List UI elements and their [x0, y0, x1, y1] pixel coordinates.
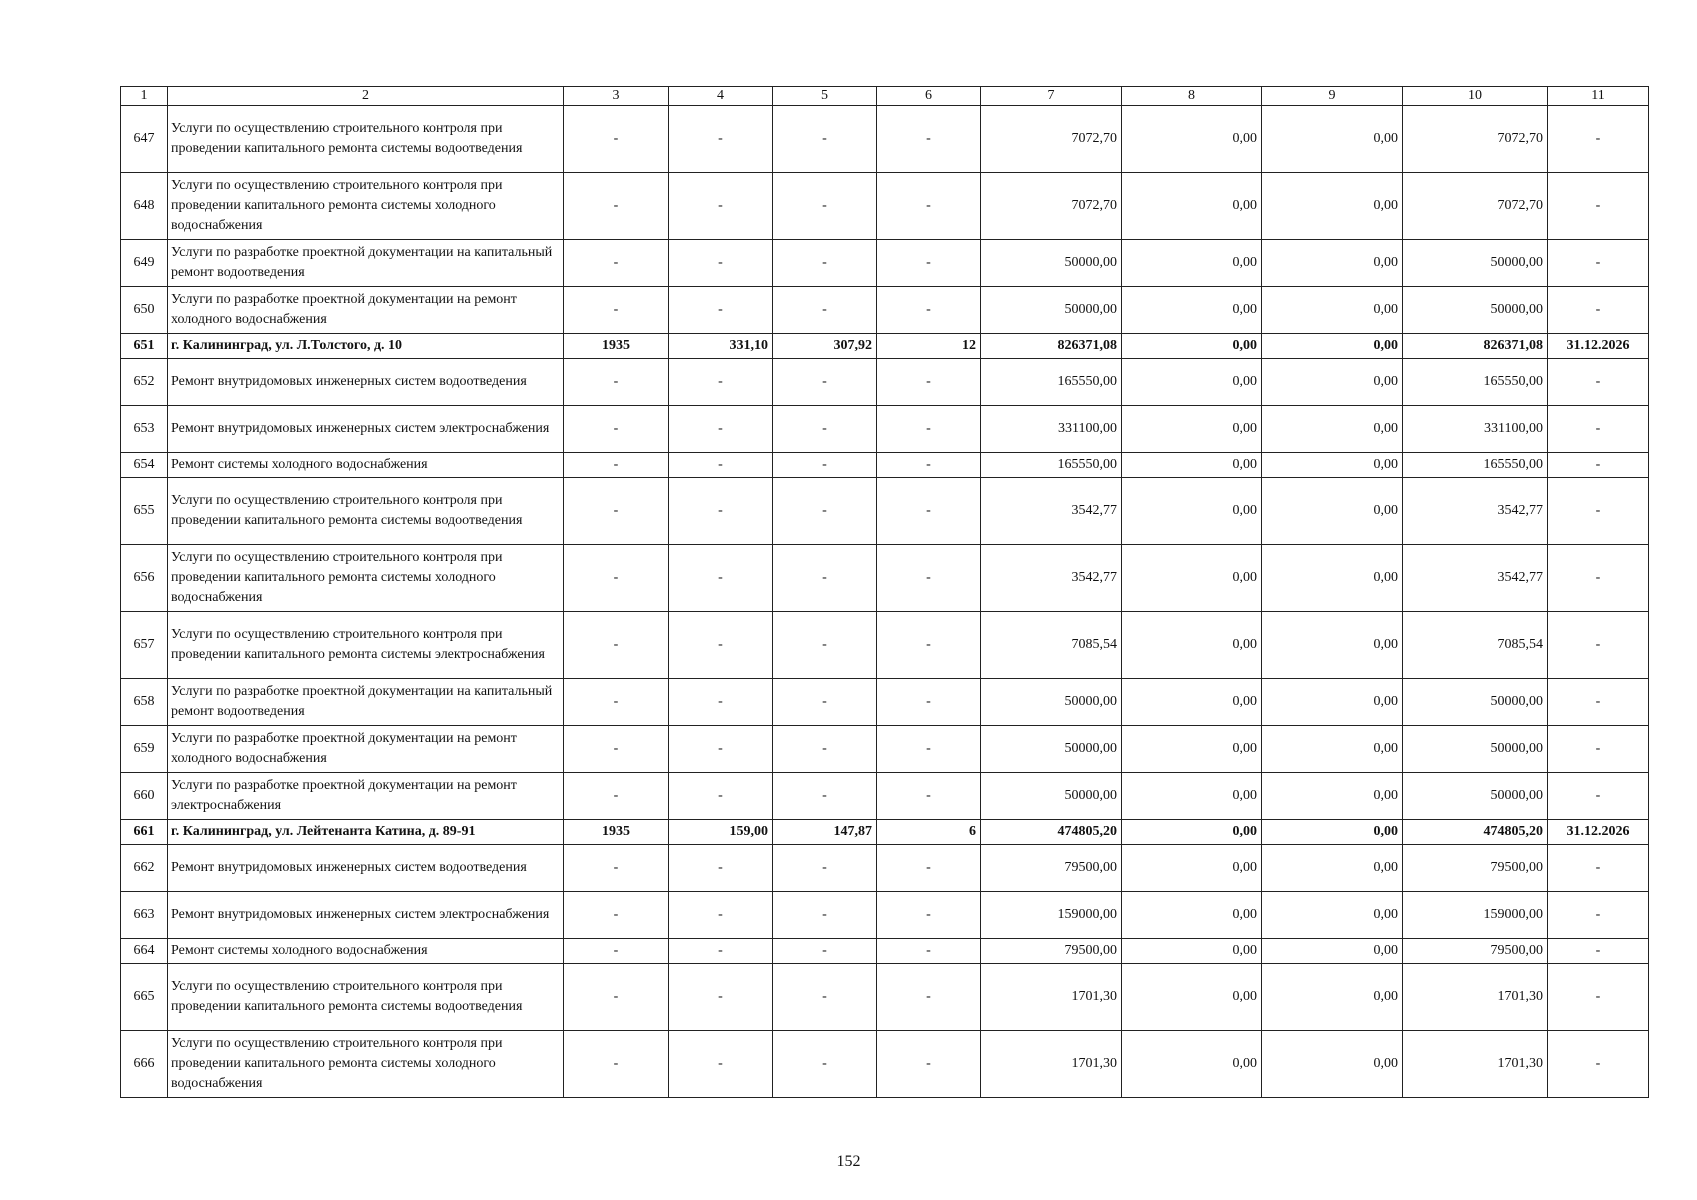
column-11-cell: -	[1548, 1031, 1649, 1098]
column-11-cell: -	[1548, 453, 1649, 478]
column-8-cell: 0,00	[1122, 820, 1262, 845]
column-10-cell: 3542,77	[1403, 478, 1548, 545]
column-3-cell: -	[564, 287, 669, 334]
column-10-cell: 50000,00	[1403, 287, 1548, 334]
column-5-cell: -	[773, 240, 877, 287]
column-10-cell: 826371,08	[1403, 334, 1548, 359]
column-header: 7	[981, 87, 1122, 106]
column-10-cell: 50000,00	[1403, 679, 1548, 726]
column-6-cell: 12	[877, 334, 981, 359]
column-8-cell: 0,00	[1122, 612, 1262, 679]
address-summary-row	[121, 334, 1649, 359]
column-header: 3	[564, 87, 669, 106]
column-3-cell: -	[564, 845, 669, 892]
work-description-cell: г. Калининград, ул. Лейтенанта Катина, д. 89-91	[168, 820, 564, 845]
work-description-cell: Ремонт внутридомовых инженерных систем водоотведения	[168, 359, 564, 406]
column-8-cell: 0,00	[1122, 106, 1262, 173]
column-7-cell: 826371,08	[981, 334, 1122, 359]
row-number-cell: 657	[121, 612, 168, 679]
work-description-cell: Услуги по осуществлению строительного контроля при проведении капитального ремонта системы водоотведения	[168, 964, 564, 1031]
column-4-cell: -	[669, 726, 773, 773]
column-8-cell: 0,00	[1122, 773, 1262, 820]
column-10-cell: 1701,30	[1403, 964, 1548, 1031]
column-6-cell: -	[877, 287, 981, 334]
column-4-cell: -	[669, 545, 773, 612]
column-3-cell: -	[564, 359, 669, 406]
column-5-cell: -	[773, 892, 877, 939]
table-row	[121, 453, 1649, 478]
column-11-cell: -	[1548, 892, 1649, 939]
work-description-cell: Услуги по разработке проектной документации на ремонт электроснабжения	[168, 773, 564, 820]
column-11-cell: -	[1548, 173, 1649, 240]
column-5-cell: -	[773, 1031, 877, 1098]
column-9-cell: 0,00	[1262, 240, 1403, 287]
column-6-cell: -	[877, 773, 981, 820]
column-4-cell: 159,00	[669, 820, 773, 845]
work-description-cell: Услуги по разработке проектной документации на ремонт холодного водоснабжения	[168, 287, 564, 334]
work-description-cell: Ремонт внутридомовых инженерных систем водоотведения	[168, 845, 564, 892]
column-5-cell: -	[773, 453, 877, 478]
column-3-cell: 1935	[564, 820, 669, 845]
column-3-cell: -	[564, 406, 669, 453]
column-7-cell: 50000,00	[981, 726, 1122, 773]
column-10-cell: 50000,00	[1403, 726, 1548, 773]
column-6-cell: -	[877, 453, 981, 478]
column-header: 2	[168, 87, 564, 106]
column-7-cell: 79500,00	[981, 939, 1122, 964]
row-number-cell: 666	[121, 1031, 168, 1098]
column-11-cell: -	[1548, 612, 1649, 679]
column-9-cell: 0,00	[1262, 173, 1403, 240]
work-description-cell: Услуги по осуществлению строительного контроля при проведении капитального ремонта системы водоотведения	[168, 106, 564, 173]
column-9-cell: 0,00	[1262, 453, 1403, 478]
column-3-cell: -	[564, 1031, 669, 1098]
table-row	[121, 845, 1649, 892]
column-4-cell: -	[669, 106, 773, 173]
column-3-cell: -	[564, 240, 669, 287]
column-4-cell: -	[669, 359, 773, 406]
table-row	[121, 106, 1649, 173]
column-4-cell: -	[669, 773, 773, 820]
row-number-cell: 650	[121, 287, 168, 334]
column-6-cell: -	[877, 173, 981, 240]
column-3-cell: -	[564, 173, 669, 240]
table-row	[121, 173, 1649, 240]
column-header: 5	[773, 87, 877, 106]
column-4-cell: -	[669, 939, 773, 964]
table-row	[121, 287, 1649, 334]
column-5-cell: -	[773, 478, 877, 545]
column-header: 10	[1403, 87, 1548, 106]
column-10-cell: 7085,54	[1403, 612, 1548, 679]
column-8-cell: 0,00	[1122, 406, 1262, 453]
column-9-cell: 0,00	[1262, 892, 1403, 939]
page-number: 152	[836, 1153, 861, 1170]
column-10-cell: 50000,00	[1403, 773, 1548, 820]
work-description-cell: Услуги по разработке проектной документации на ремонт холодного водоснабжения	[168, 726, 564, 773]
column-6-cell: -	[877, 406, 981, 453]
column-9-cell: 0,00	[1262, 964, 1403, 1031]
column-9-cell: 0,00	[1262, 106, 1403, 173]
column-7-cell: 474805,20	[981, 820, 1122, 845]
column-11-cell: -	[1548, 545, 1649, 612]
column-10-cell: 3542,77	[1403, 545, 1548, 612]
column-9-cell: 0,00	[1262, 334, 1403, 359]
table-row	[121, 545, 1649, 612]
row-number-cell: 662	[121, 845, 168, 892]
column-5-cell: -	[773, 773, 877, 820]
row-number-cell: 656	[121, 545, 168, 612]
column-6-cell: 6	[877, 820, 981, 845]
column-11-cell: -	[1548, 406, 1649, 453]
work-description-cell: Ремонт системы холодного водоснабжения	[168, 453, 564, 478]
table-row	[121, 478, 1649, 545]
column-6-cell: -	[877, 964, 981, 1031]
column-10-cell: 331100,00	[1403, 406, 1548, 453]
column-7-cell: 1701,30	[981, 964, 1122, 1031]
column-7-cell: 7072,70	[981, 106, 1122, 173]
column-6-cell: -	[877, 106, 981, 173]
column-4-cell: -	[669, 1031, 773, 1098]
column-header: 4	[669, 87, 773, 106]
column-11-cell: -	[1548, 679, 1649, 726]
column-7-cell: 165550,00	[981, 359, 1122, 406]
column-11-cell: -	[1548, 478, 1649, 545]
column-9-cell: 0,00	[1262, 359, 1403, 406]
column-3-cell: -	[564, 106, 669, 173]
work-description-cell: Услуги по осуществлению строительного контроля при проведении капитального ремонта системы холодного водоснабжения	[168, 173, 564, 240]
column-4-cell: -	[669, 845, 773, 892]
column-4-cell: -	[669, 964, 773, 1031]
column-7-cell: 1701,30	[981, 1031, 1122, 1098]
table-row	[121, 240, 1649, 287]
column-8-cell: 0,00	[1122, 453, 1262, 478]
column-9-cell: 0,00	[1262, 726, 1403, 773]
column-6-cell: -	[877, 939, 981, 964]
column-3-cell: -	[564, 964, 669, 1031]
column-header: 8	[1122, 87, 1262, 106]
column-6-cell: -	[877, 726, 981, 773]
column-10-cell: 165550,00	[1403, 453, 1548, 478]
row-number-cell: 660	[121, 773, 168, 820]
column-8-cell: 0,00	[1122, 892, 1262, 939]
column-7-cell: 159000,00	[981, 892, 1122, 939]
column-7-cell: 79500,00	[981, 845, 1122, 892]
row-number-cell: 663	[121, 892, 168, 939]
row-number-cell: 652	[121, 359, 168, 406]
work-description-cell: Ремонт внутридомовых инженерных систем электроснабжения	[168, 892, 564, 939]
column-5-cell: -	[773, 939, 877, 964]
column-8-cell: 0,00	[1122, 939, 1262, 964]
column-6-cell: -	[877, 545, 981, 612]
column-9-cell: 0,00	[1262, 545, 1403, 612]
table-row	[121, 726, 1649, 773]
column-9-cell: 0,00	[1262, 478, 1403, 545]
column-9-cell: 0,00	[1262, 679, 1403, 726]
table-row	[121, 773, 1649, 820]
column-5-cell: -	[773, 359, 877, 406]
column-4-cell: -	[669, 240, 773, 287]
column-11-cell: -	[1548, 359, 1649, 406]
column-7-cell: 50000,00	[981, 240, 1122, 287]
row-number-cell: 658	[121, 679, 168, 726]
table-row	[121, 612, 1649, 679]
work-description-cell: Услуги по осуществлению строительного контроля при проведении капитального ремонта системы холодного водоснабжения	[168, 1031, 564, 1098]
column-header: 11	[1548, 87, 1649, 106]
column-9-cell: 0,00	[1262, 406, 1403, 453]
column-9-cell: 0,00	[1262, 612, 1403, 679]
column-6-cell: -	[877, 892, 981, 939]
table-row	[121, 939, 1649, 964]
column-11-cell: -	[1548, 939, 1649, 964]
table-row	[121, 1031, 1649, 1098]
column-8-cell: 0,00	[1122, 173, 1262, 240]
column-4-cell: -	[669, 612, 773, 679]
column-10-cell: 79500,00	[1403, 939, 1548, 964]
column-header: 1	[121, 87, 168, 106]
column-8-cell: 0,00	[1122, 334, 1262, 359]
work-description-cell: Услуги по разработке проектной документации на капитальный ремонт водоотведения	[168, 240, 564, 287]
column-5-cell: -	[773, 845, 877, 892]
column-3-cell: -	[564, 939, 669, 964]
column-8-cell: 0,00	[1122, 964, 1262, 1031]
column-6-cell: -	[877, 679, 981, 726]
column-4-cell: -	[669, 173, 773, 240]
column-3-cell: -	[564, 773, 669, 820]
column-8-cell: 0,00	[1122, 845, 1262, 892]
column-4-cell: -	[669, 287, 773, 334]
column-5-cell: -	[773, 964, 877, 1031]
column-6-cell: -	[877, 1031, 981, 1098]
column-7-cell: 165550,00	[981, 453, 1122, 478]
column-7-cell: 331100,00	[981, 406, 1122, 453]
column-5-cell: -	[773, 287, 877, 334]
column-6-cell: -	[877, 478, 981, 545]
column-9-cell: 0,00	[1262, 845, 1403, 892]
column-10-cell: 165550,00	[1403, 359, 1548, 406]
table-row	[121, 892, 1649, 939]
row-number-cell: 664	[121, 939, 168, 964]
table-row	[121, 406, 1649, 453]
column-4-cell: -	[669, 679, 773, 726]
column-4-cell: -	[669, 892, 773, 939]
column-10-cell: 7072,70	[1403, 173, 1548, 240]
column-8-cell: 0,00	[1122, 287, 1262, 334]
column-3-cell: -	[564, 679, 669, 726]
row-number-cell: 648	[121, 173, 168, 240]
table-row	[121, 359, 1649, 406]
column-10-cell: 7072,70	[1403, 106, 1548, 173]
column-header: 9	[1262, 87, 1403, 106]
column-11-cell: 31.12.2026	[1548, 820, 1649, 845]
column-7-cell: 50000,00	[981, 679, 1122, 726]
row-number-cell: 647	[121, 106, 168, 173]
column-4-cell: -	[669, 478, 773, 545]
column-3-cell: -	[564, 892, 669, 939]
work-description-cell: Услуги по осуществлению строительного контроля при проведении капитального ремонта системы электроснабжения	[168, 612, 564, 679]
column-5-cell: 147,87	[773, 820, 877, 845]
column-3-cell: -	[564, 545, 669, 612]
column-6-cell: -	[877, 359, 981, 406]
column-6-cell: -	[877, 845, 981, 892]
column-7-cell: 7072,70	[981, 173, 1122, 240]
column-4-cell: 331,10	[669, 334, 773, 359]
column-11-cell: -	[1548, 964, 1649, 1031]
work-description-cell: Ремонт внутридомовых инженерных систем электроснабжения	[168, 406, 564, 453]
row-number-cell: 654	[121, 453, 168, 478]
column-7-cell: 50000,00	[981, 773, 1122, 820]
column-5-cell: -	[773, 612, 877, 679]
column-number-header-row	[121, 87, 1649, 106]
column-5-cell: -	[773, 406, 877, 453]
work-description-cell: Услуги по разработке проектной документации на капитальный ремонт водоотведения	[168, 679, 564, 726]
column-6-cell: -	[877, 612, 981, 679]
column-5-cell: -	[773, 726, 877, 773]
row-number-cell: 659	[121, 726, 168, 773]
column-3-cell: -	[564, 726, 669, 773]
work-description-cell: г. Калининград, ул. Л.Толстого, д. 10	[168, 334, 564, 359]
column-header: 6	[877, 87, 981, 106]
table-row	[121, 964, 1649, 1031]
column-10-cell: 79500,00	[1403, 845, 1548, 892]
column-4-cell: -	[669, 406, 773, 453]
column-3-cell: -	[564, 478, 669, 545]
column-3-cell: -	[564, 612, 669, 679]
column-8-cell: 0,00	[1122, 1031, 1262, 1098]
row-number-cell: 655	[121, 478, 168, 545]
row-number-cell: 651	[121, 334, 168, 359]
column-5-cell: 307,92	[773, 334, 877, 359]
column-10-cell: 50000,00	[1403, 240, 1548, 287]
column-9-cell: 0,00	[1262, 773, 1403, 820]
row-number-cell: 661	[121, 820, 168, 845]
table-row	[121, 679, 1649, 726]
column-7-cell: 3542,77	[981, 545, 1122, 612]
column-3-cell: -	[564, 453, 669, 478]
column-7-cell: 3542,77	[981, 478, 1122, 545]
column-5-cell: -	[773, 545, 877, 612]
column-11-cell: -	[1548, 106, 1649, 173]
row-number-cell: 665	[121, 964, 168, 1031]
column-8-cell: 0,00	[1122, 359, 1262, 406]
column-11-cell: -	[1548, 726, 1649, 773]
column-8-cell: 0,00	[1122, 726, 1262, 773]
column-5-cell: -	[773, 106, 877, 173]
column-3-cell: 1935	[564, 334, 669, 359]
column-11-cell: 31.12.2026	[1548, 334, 1649, 359]
column-8-cell: 0,00	[1122, 679, 1262, 726]
column-9-cell: 0,00	[1262, 287, 1403, 334]
column-11-cell: -	[1548, 240, 1649, 287]
column-8-cell: 0,00	[1122, 545, 1262, 612]
column-9-cell: 0,00	[1262, 820, 1403, 845]
column-5-cell: -	[773, 679, 877, 726]
column-10-cell: 474805,20	[1403, 820, 1548, 845]
column-4-cell: -	[669, 453, 773, 478]
table-body	[121, 87, 1649, 1098]
work-description-cell: Услуги по осуществлению строительного контроля при проведении капитального ремонта системы холодного водоснабжения	[168, 545, 564, 612]
column-11-cell: -	[1548, 773, 1649, 820]
row-number-cell: 649	[121, 240, 168, 287]
work-description-cell: Услуги по осуществлению строительного контроля при проведении капитального ремонта системы водоотведения	[168, 478, 564, 545]
column-6-cell: -	[877, 240, 981, 287]
address-summary-row	[121, 820, 1649, 845]
column-7-cell: 50000,00	[981, 287, 1122, 334]
column-11-cell: -	[1548, 845, 1649, 892]
column-10-cell: 159000,00	[1403, 892, 1548, 939]
column-11-cell: -	[1548, 287, 1649, 334]
work-description-cell: Ремонт системы холодного водоснабжения	[168, 939, 564, 964]
column-7-cell: 7085,54	[981, 612, 1122, 679]
column-10-cell: 1701,30	[1403, 1031, 1548, 1098]
row-number-cell: 653	[121, 406, 168, 453]
column-9-cell: 0,00	[1262, 1031, 1403, 1098]
column-9-cell: 0,00	[1262, 939, 1403, 964]
works-table	[120, 86, 1649, 1098]
column-8-cell: 0,00	[1122, 240, 1262, 287]
column-8-cell: 0,00	[1122, 478, 1262, 545]
column-5-cell: -	[773, 173, 877, 240]
